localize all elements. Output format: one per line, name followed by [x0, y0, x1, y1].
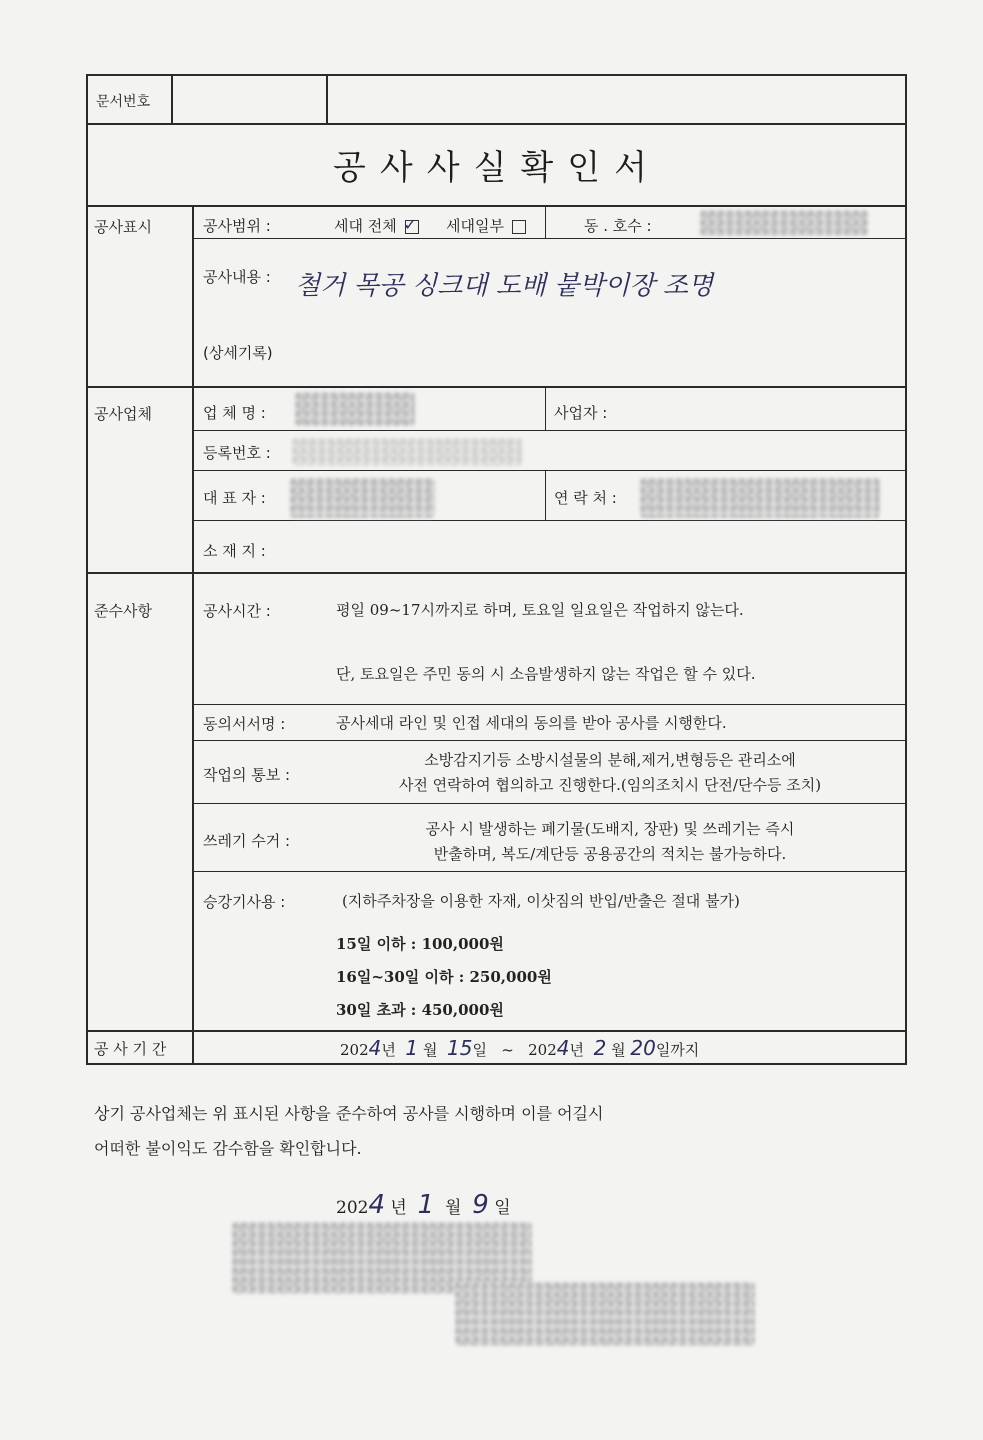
representative-redacted — [290, 478, 435, 518]
period-start-month-unit: 월 — [422, 1041, 438, 1059]
address-label: 소 재 지 : — [203, 542, 266, 560]
period-start-year-unit: 년 — [381, 1041, 396, 1059]
period-end-day: 20 — [630, 1036, 656, 1060]
scope-partial-checkbox[interactable] — [512, 220, 526, 234]
work-time-label: 공사시간 : — [203, 602, 271, 620]
date-day-unit: 일 — [494, 1198, 511, 1218]
fee-1-label: 15일 이하 : — [336, 935, 417, 953]
period-value[interactable] — [340, 1036, 699, 1060]
work-time-text-2: 단, 토요일은 주민 동의 시 소음발생하지 않는 작업은 할 수 있다. — [336, 665, 756, 683]
scope-full-text: 세대 전체 — [334, 217, 397, 235]
period-end-year-prefix: 202 — [528, 1041, 557, 1059]
section-company-label: 공사업체 — [94, 405, 152, 423]
representative-label: 대 표 자 : — [203, 489, 266, 507]
scope-partial-text: 세대일부 — [446, 217, 504, 235]
period-label: 공 사 기 간 — [94, 1040, 167, 1058]
section-rules-label: 준수사항 — [94, 602, 152, 620]
date-day: 9 — [472, 1190, 489, 1220]
period-end-year-hand: 4 — [556, 1036, 570, 1060]
notice-text-1: 소방감지기등 소방시설물의 분해,제거,변형등은 관리소에 — [424, 751, 796, 769]
fee-row-1 — [336, 933, 504, 954]
fee-3-value: 450,000원 — [421, 1001, 504, 1019]
content-label: 공사내용 : — [203, 268, 271, 286]
period-start-day: 15 — [446, 1036, 473, 1060]
period-start-year-prefix: 202 — [340, 1041, 369, 1059]
content-handwritten[interactable]: 철거 목공 싱크대 도배 붙박이장 조명 — [295, 271, 714, 301]
reg-number-label: 등록번호 : — [203, 444, 271, 462]
signature-redacted-2 — [455, 1282, 755, 1346]
doc-number-field[interactable] — [176, 78, 322, 120]
unit-redacted — [700, 210, 868, 236]
fee-3-label: 30일 초과 : — [336, 1001, 417, 1019]
scope-option-partial[interactable] — [446, 215, 526, 236]
period-separator: ~ — [501, 1041, 514, 1059]
statement-line-2: 어떠한 불이익도 감수함을 확인합니다. — [94, 1139, 362, 1158]
doc-number-field-extra[interactable] — [330, 78, 902, 120]
fee-2-value: 250,000원 — [469, 968, 552, 986]
consent-text: 공사세대 라인 및 인접 세대의 동의를 받아 공사를 시행한다. — [336, 714, 727, 732]
notice-label: 작업의 통보 : — [203, 766, 291, 784]
doc-number-label: 문서번호 — [96, 94, 151, 110]
waste-text-1: 공사 시 발생하는 폐기물(도배지, 장판) 및 쓰레기는 즉시 — [425, 820, 795, 838]
notice-text-2: 사전 연락하여 협의하고 진행한다.(임의조치시 단전/단수등 조치) — [398, 776, 822, 794]
check-mark-icon: ✓ — [403, 214, 417, 234]
document-title: 공사사실확인서 — [333, 148, 661, 188]
date-year-hand: 4 — [368, 1190, 385, 1220]
scope-full-checkbox[interactable] — [403, 214, 419, 234]
company-name-redacted — [295, 392, 415, 426]
elevator-label: 승강기사용 : — [203, 893, 286, 911]
period-end-year-unit: 년 — [569, 1041, 585, 1059]
date-month: 1 — [417, 1190, 435, 1220]
consent-label: 동의서서명 : — [203, 715, 286, 733]
work-time-text-1: 평일 09~17시까지로 하며, 토요일 일요일은 작업하지 않는다. — [336, 601, 744, 619]
fee-row-3 — [336, 999, 504, 1020]
unit-label: 동 . 호수 : — [584, 217, 652, 235]
business-label: 사업자 : — [554, 404, 608, 422]
period-end-month: 2 — [593, 1036, 607, 1060]
fee-row-2 — [336, 966, 552, 987]
contact-label: 연 락 처 : — [554, 489, 617, 507]
waste-text-2: 반출하며, 복도/계단등 공용공간의 적치는 불가능하다. — [433, 845, 787, 863]
period-end-day-unit: 일까지 — [655, 1041, 700, 1059]
reg-number-redacted — [292, 438, 522, 466]
detail-label: (상세기록) — [203, 344, 273, 362]
date-year-unit: 년 — [390, 1198, 407, 1218]
fee-2-label: 16일~30일 이하 : — [336, 968, 465, 986]
company-name-label: 업 체 명 : — [203, 404, 266, 422]
period-end-month-unit: 월 — [611, 1041, 626, 1059]
date-month-unit: 월 — [445, 1198, 462, 1218]
waste-label: 쓰레기 수거 : — [203, 832, 291, 850]
period-start-year-hand: 4 — [368, 1036, 382, 1060]
statement-line-1: 상기 공사업체는 위 표시된 사항을 준수하여 공사를 시행하며 이를 어길시 — [94, 1104, 604, 1123]
fee-1-value: 100,000원 — [421, 935, 504, 953]
period-start-month: 1 — [405, 1036, 419, 1060]
elevator-text: (지하주차장을 이용한 자재, 이삿짐의 반입/반출은 절대 불가) — [342, 892, 740, 910]
scope-option-full[interactable] — [334, 215, 419, 236]
date-year-prefix: 202 — [336, 1198, 369, 1218]
signed-date[interactable] — [336, 1190, 511, 1220]
section-display-label: 공사표시 — [94, 218, 152, 236]
scope-label: 공사범위 : — [203, 217, 271, 235]
contact-redacted — [640, 478, 880, 518]
period-start-day-unit: 일 — [472, 1041, 487, 1059]
